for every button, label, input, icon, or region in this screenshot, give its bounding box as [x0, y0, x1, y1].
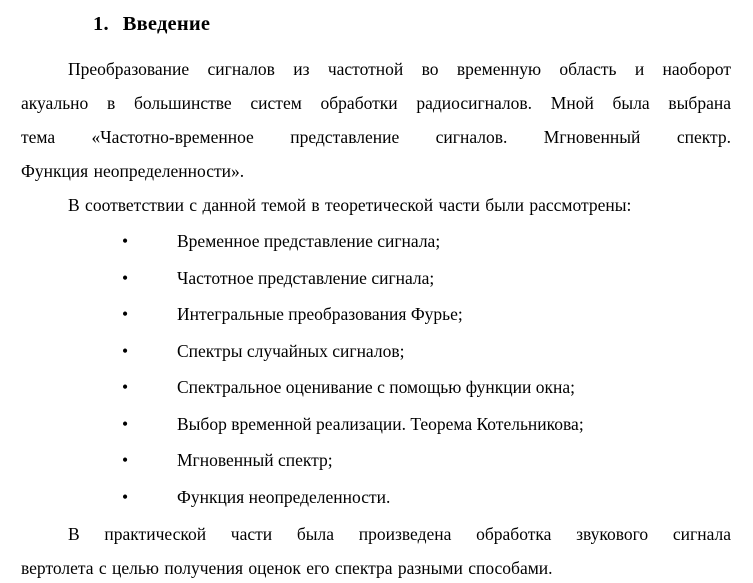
paragraph-practical — [21, 517, 731, 583]
list-item-text: Частотное представление сигнала; — [177, 267, 435, 288]
list-item — [21, 408, 731, 441]
bullet-marker-icon: • — [122, 340, 129, 361]
list-item-text: Спектры случайных сигналов; — [177, 340, 405, 361]
paragraph-line: вертолета с целью получения оценок его спектра разными способами. — [21, 558, 553, 578]
bullet-marker-icon: • — [122, 231, 129, 251]
topics-bullet-list — [21, 225, 731, 514]
paragraph-line: В соответствии с данной темой в теоретической части были рассмотрены: — [68, 195, 632, 215]
list-item — [21, 225, 731, 258]
heading-number: 1. — [93, 13, 109, 35]
list-item — [21, 298, 731, 331]
section-heading — [93, 10, 731, 38]
bullet-marker-icon: • — [122, 267, 129, 288]
list-item-text: Временное представление сигнала; — [177, 231, 441, 251]
heading-text: Введение — [122, 13, 211, 35]
list-item-text: Спектральное оценивание с помощью функции окна; — [177, 377, 575, 397]
paragraph-intro — [21, 52, 731, 188]
paragraph-line: Преобразование сигналов из частотной во временную область и наоборот — [68, 59, 731, 79]
paragraph-line: Функция неопределенности». — [21, 161, 245, 181]
list-item — [21, 262, 731, 295]
list-item-text: Интегральные преобразования Фурье; — [177, 304, 463, 324]
list-item-text: Мгновенный спектр; — [177, 450, 333, 470]
paragraph-line: тема «Частотно-временное представление сигналов. Мгновенный спектр. — [21, 127, 731, 147]
list-item-text: Функция неопределенности. — [177, 486, 391, 507]
list-item — [21, 335, 731, 368]
bullet-marker-icon: • — [122, 486, 129, 507]
list-item-text: Выбор временной реализации. Теорема Котельникова; — [177, 413, 584, 434]
list-item — [21, 444, 731, 477]
bullet-marker-icon: • — [122, 413, 129, 434]
bullet-marker-icon: • — [122, 450, 129, 470]
paragraph-line: В практической части была произведена обработка звукового сигнала — [68, 524, 731, 544]
paragraph-theory-lead — [21, 188, 731, 222]
paragraph-line: акуально в большинстве систем обработки радиосигналов. Мной была выбрана — [21, 93, 731, 113]
list-item — [21, 481, 731, 514]
bullet-marker-icon: • — [122, 377, 129, 397]
list-item — [21, 371, 731, 404]
bullet-marker-icon: • — [122, 304, 129, 324]
